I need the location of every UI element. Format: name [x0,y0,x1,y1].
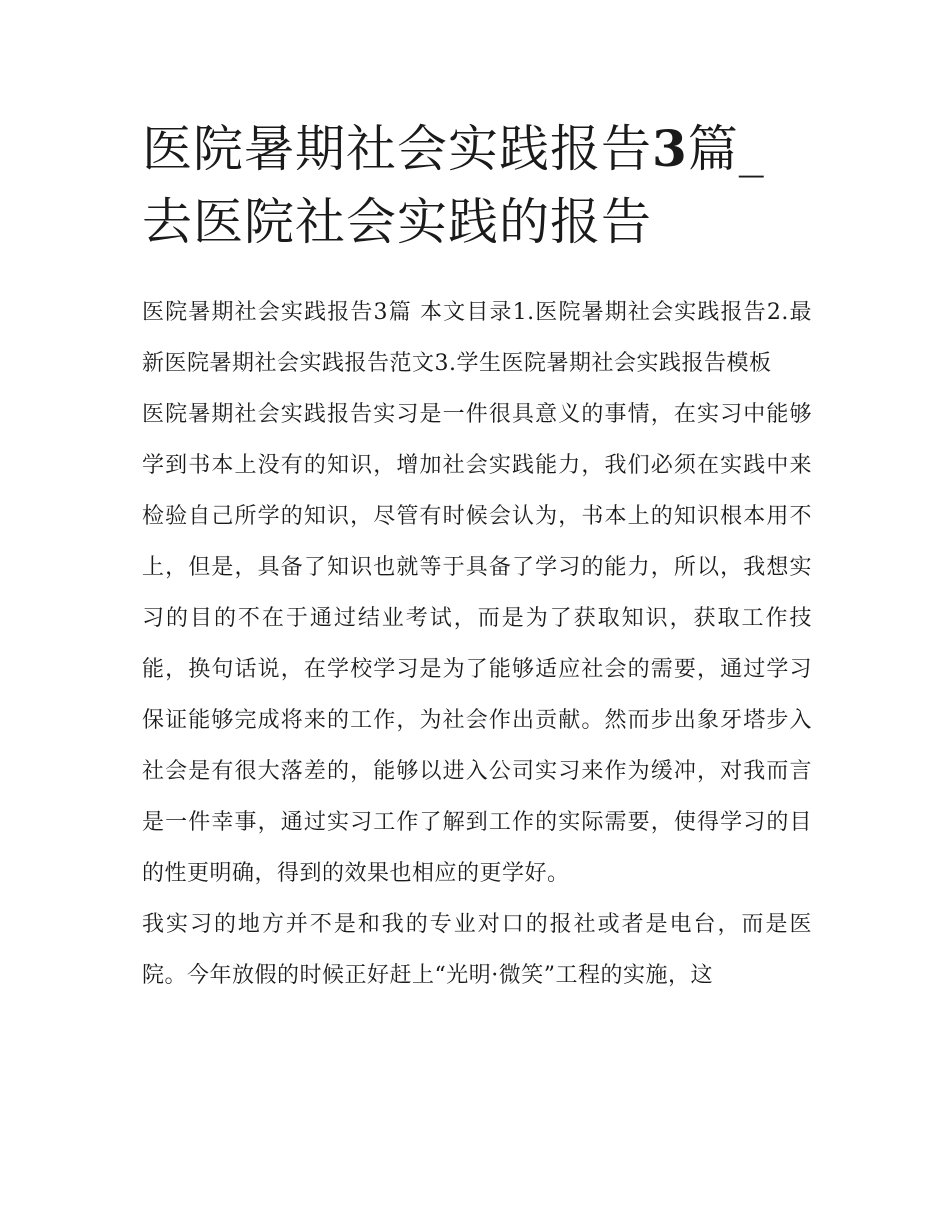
table-of-contents-paragraph: 医院暑期社会实践报告3篇 本文目录1.医院暑期社会实践报告2.最新医院暑期社会实践报告范文3.学生医院暑期社会实践报告模板 [142,300,812,376]
body-paragraph: 我实习的地方并不是和我的专业对口的报社或者是电台，而是医院。今年放假的时候正好赶上“光明·微笑”工程的实施，这 [142,912,812,988]
title-number: 3 [652,119,688,178]
body-paragraph: 医院暑期社会实践报告实习是一件很具意义的事情，在实习中能够学到书本上没有的知识，增加社会实践能力，我们必须在实践中来检验自己所学的知识，尽管有时候会认为，书本上的知识根本用不上，但是，具备了知识也就等于具备了学习的能力，所以，我想实习的目的不在于通过结业考试，而是为了获取知识，获取工作技能，换句话说，在学校学习是为了能够适应社会的需要，通过学习保证能够完成将来的工作，为社会作出贡献。然而步出象牙塔步入社会是有很大落差的，能够以进入公司实习来作为缓冲，对我而言是一件幸事，通过实习工作了解到工作的实际需要，使得学习的目的性更明确，得到的效果也相应的更学好。 [142,402,812,886]
document-title [142,112,812,259]
title-text-part1: 医院暑期社会实践报告 [142,120,652,178]
title-text-part2: 篇_去医院社会实践的报告 [142,120,765,251]
